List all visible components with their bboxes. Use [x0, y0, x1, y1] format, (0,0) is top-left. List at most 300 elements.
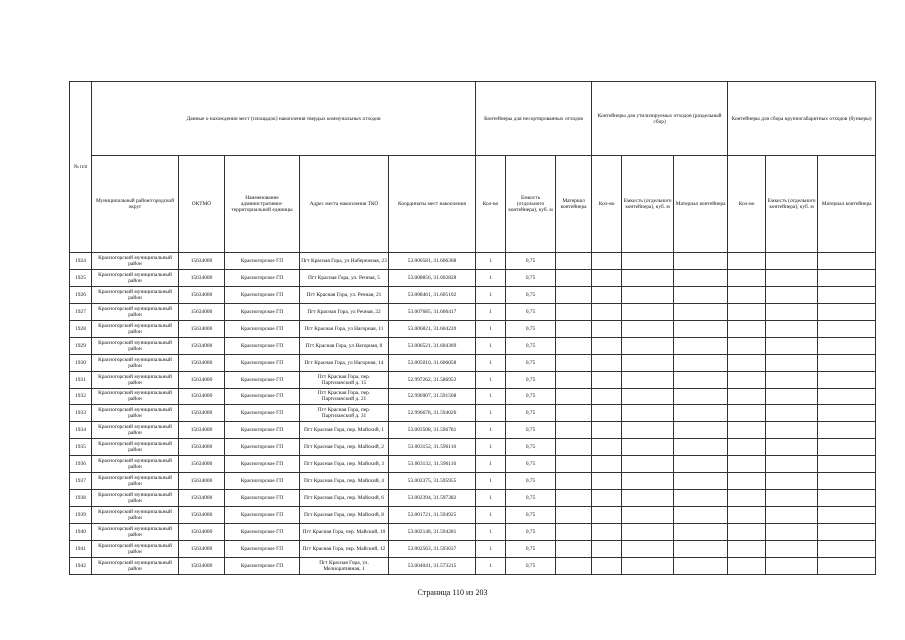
- cell-district: Красногорский муниципальный район: [92, 354, 179, 371]
- cell-empty: [766, 405, 818, 422]
- cell-empty: [766, 439, 818, 456]
- cell-count: 1: [476, 320, 506, 337]
- cell-count: 1: [476, 473, 506, 490]
- cell-unit: Красногорское ГП: [225, 422, 300, 439]
- cell-coords: 52.997262, 31.586953: [389, 371, 476, 388]
- cell-empty: [622, 422, 674, 439]
- cell-rownum: 1939: [70, 507, 92, 524]
- cell-district: Красногорский муниципальный район: [92, 286, 179, 303]
- cell-empty: [622, 320, 674, 337]
- cell-empty: [766, 422, 818, 439]
- cell-material: [556, 439, 592, 456]
- cell-coords: 53.003152, 31.596116: [389, 439, 476, 456]
- cell-empty: [766, 388, 818, 405]
- cell-count: 1: [476, 269, 506, 286]
- cell-capacity: 0,75: [506, 439, 556, 456]
- cell-address: Пгт Красная Гора, пер. Майский, 2: [300, 439, 389, 456]
- cell-unit: Красногорское ГП: [225, 524, 300, 541]
- cell-rownum: 1942: [70, 557, 92, 574]
- cell-empty: [592, 253, 622, 270]
- table-row: [70, 337, 876, 354]
- cell-capacity: 0,75: [506, 337, 556, 354]
- cell-material: [556, 253, 592, 270]
- cell-coords: 53.002394, 31.597382: [389, 490, 476, 507]
- cell-unit: Красногорское ГП: [225, 507, 300, 524]
- cell-material: [556, 269, 592, 286]
- cell-capacity: 0,75: [506, 422, 556, 439]
- cell-count: 1: [476, 253, 506, 270]
- header-group-bulky: Контейнеры для сбора крупногабаритных отходов (бункеры): [728, 82, 876, 156]
- cell-empty: [818, 354, 876, 371]
- cell-material: [556, 354, 592, 371]
- cell-empty: [728, 439, 766, 456]
- cell-capacity: 0,75: [506, 507, 556, 524]
- cell-coords: 53.001721, 31.594925: [389, 507, 476, 524]
- cell-address: Пгт Красная Гора, ул Речная, 22: [300, 303, 389, 320]
- cell-address: Пгт Красная Гора, пер. Майский, 4: [300, 473, 389, 490]
- cell-empty: [766, 371, 818, 388]
- cell-capacity: 0,75: [506, 371, 556, 388]
- cell-empty: [622, 473, 674, 490]
- cell-empty: [728, 422, 766, 439]
- cell-rownum: 1934: [70, 422, 92, 439]
- header-group-sorted: Контейнеры для утилизируемых отходов (раздельный сбор): [592, 82, 728, 156]
- cell-empty: [818, 422, 876, 439]
- cell-empty: [592, 557, 622, 574]
- table-body: [70, 253, 876, 575]
- cell-empty: [592, 456, 622, 473]
- cell-address: Пгт Красная Гора, ул. Речная, 21: [300, 286, 389, 303]
- table-row: [70, 540, 876, 557]
- cell-empty: [766, 473, 818, 490]
- cell-rownum: 1935: [70, 439, 92, 456]
- cell-empty: [818, 439, 876, 456]
- cell-material: [556, 422, 592, 439]
- cell-empty: [818, 320, 876, 337]
- cell-empty: [592, 269, 622, 286]
- cell-empty: [622, 456, 674, 473]
- cell-empty: [818, 490, 876, 507]
- cell-address: Пгт Красная Гора, ул Нагорная, 11: [300, 320, 389, 337]
- cell-empty: [674, 456, 728, 473]
- cell-address: Пгт Красная Гора, ул. Речная, 5: [300, 269, 389, 286]
- cell-empty: [674, 473, 728, 490]
- cell-empty: [622, 286, 674, 303]
- cell-rownum: 1937: [70, 473, 92, 490]
- cell-empty: [728, 490, 766, 507]
- table-row: [70, 557, 876, 574]
- cell-oktmo: 15634000: [179, 405, 225, 422]
- cell-empty: [674, 371, 728, 388]
- header-capacity: Емкость (отдельного контейнера), куб. м: [622, 156, 674, 253]
- cell-rownum: 1940: [70, 524, 92, 541]
- cell-capacity: 0,75: [506, 320, 556, 337]
- cell-empty: [766, 540, 818, 557]
- table-row: [70, 524, 876, 541]
- cell-empty: [622, 557, 674, 574]
- cell-empty: [622, 540, 674, 557]
- cell-district: Красногорский муниципальный район: [92, 524, 179, 541]
- cell-district: Красногорский муниципальный район: [92, 540, 179, 557]
- waste-sites-table: [69, 81, 876, 575]
- cell-empty: [592, 371, 622, 388]
- cell-count: 1: [476, 557, 506, 574]
- cell-material: [556, 490, 592, 507]
- cell-empty: [728, 456, 766, 473]
- cell-district: Красногорский муниципальный район: [92, 405, 179, 422]
- cell-empty: [674, 405, 728, 422]
- cell-empty: [622, 507, 674, 524]
- cell-empty: [818, 507, 876, 524]
- table-row: [70, 473, 876, 490]
- cell-empty: [674, 422, 728, 439]
- cell-district: Красногорский муниципальный район: [92, 507, 179, 524]
- cell-oktmo: 15634000: [179, 422, 225, 439]
- cell-district: Красногорский муниципальный район: [92, 337, 179, 354]
- cell-empty: [592, 303, 622, 320]
- cell-empty: [766, 557, 818, 574]
- cell-address: Пгт Красная Гора, пер. Майский, 8: [300, 507, 389, 524]
- cell-empty: [766, 524, 818, 541]
- cell-district: Красногорский муниципальный район: [92, 388, 179, 405]
- cell-oktmo: 15634000: [179, 557, 225, 574]
- cell-coords: 53.008856, 31.602828: [389, 269, 476, 286]
- cell-empty: [622, 303, 674, 320]
- cell-oktmo: 15634000: [179, 490, 225, 507]
- table-row: [70, 490, 876, 507]
- cell-material: [556, 540, 592, 557]
- cell-empty: [674, 286, 728, 303]
- cell-coords: 53.006521, 31.604369: [389, 337, 476, 354]
- cell-material: [556, 456, 592, 473]
- cell-empty: [766, 253, 818, 270]
- cell-oktmo: 15634000: [179, 524, 225, 541]
- cell-oktmo: 15634000: [179, 456, 225, 473]
- cell-empty: [592, 286, 622, 303]
- cell-empty: [622, 354, 674, 371]
- cell-coords: 53.003508, 31.596781: [389, 422, 476, 439]
- cell-oktmo: 15634000: [179, 439, 225, 456]
- cell-rownum: 1924: [70, 253, 92, 270]
- cell-empty: [674, 490, 728, 507]
- cell-unit: Красногорское ГП: [225, 388, 300, 405]
- cell-empty: [728, 320, 766, 337]
- cell-coords: 53.006821, 31.604220: [389, 320, 476, 337]
- cell-oktmo: 15634000: [179, 286, 225, 303]
- cell-empty: [728, 405, 766, 422]
- cell-address: Пгт Красная Гора, пер. Майский, 6: [300, 490, 389, 507]
- cell-empty: [674, 354, 728, 371]
- cell-unit: Красногорское ГП: [225, 253, 300, 270]
- table-row: [70, 320, 876, 337]
- cell-unit: Красногорское ГП: [225, 303, 300, 320]
- cell-unit: Красногорское ГП: [225, 286, 300, 303]
- cell-unit: Красногорское ГП: [225, 540, 300, 557]
- cell-capacity: 0,75: [506, 388, 556, 405]
- cell-empty: [592, 422, 622, 439]
- header-count: Кол-во: [592, 156, 622, 253]
- cell-rownum: 1936: [70, 456, 92, 473]
- cell-empty: [818, 388, 876, 405]
- cell-empty: [674, 557, 728, 574]
- cell-unit: Красногорское ГП: [225, 337, 300, 354]
- cell-empty: [818, 269, 876, 286]
- cell-capacity: 0,75: [506, 269, 556, 286]
- cell-empty: [766, 456, 818, 473]
- cell-empty: [766, 320, 818, 337]
- table-row: [70, 388, 876, 405]
- cell-capacity: 0,75: [506, 557, 556, 574]
- cell-empty: [728, 303, 766, 320]
- cell-material: [556, 286, 592, 303]
- cell-rownum: 1929: [70, 337, 92, 354]
- cell-empty: [728, 371, 766, 388]
- cell-coords: 53.003132, 31.596116: [389, 456, 476, 473]
- cell-oktmo: 15634000: [179, 388, 225, 405]
- cell-count: 1: [476, 490, 506, 507]
- cell-rownum: 1938: [70, 490, 92, 507]
- cell-empty: [818, 337, 876, 354]
- cell-material: [556, 337, 592, 354]
- header-material: Материал контейнера: [818, 156, 876, 253]
- cell-oktmo: 15634000: [179, 269, 225, 286]
- table-row: [70, 456, 876, 473]
- cell-rownum: 1932: [70, 388, 92, 405]
- cell-coords: 53.008461, 31.605102: [389, 286, 476, 303]
- header-capacity: Емкость (отдельного контейнера), куб. м: [766, 156, 818, 253]
- header-coords: Координаты мест накопления: [389, 156, 476, 253]
- cell-rownum: 1931: [70, 371, 92, 388]
- table-row: [70, 286, 876, 303]
- cell-empty: [674, 337, 728, 354]
- cell-empty: [818, 303, 876, 320]
- cell-unit: Красногорское ГП: [225, 490, 300, 507]
- cell-district: Красногорский муниципальный район: [92, 320, 179, 337]
- table-row: [70, 253, 876, 270]
- cell-address: Пгт Красная Гора, пер. Майский, 10: [300, 524, 389, 541]
- cell-empty: [592, 354, 622, 371]
- cell-capacity: 0,75: [506, 524, 556, 541]
- cell-material: [556, 303, 592, 320]
- cell-empty: [818, 557, 876, 574]
- cell-empty: [592, 473, 622, 490]
- cell-empty: [766, 490, 818, 507]
- cell-empty: [766, 354, 818, 371]
- cell-empty: [766, 286, 818, 303]
- cell-count: 1: [476, 303, 506, 320]
- cell-address: Пгт Красная Гора, пер. Майский, 3: [300, 456, 389, 473]
- cell-district: Красногорский муниципальный район: [92, 490, 179, 507]
- cell-district: Красногорский муниципальный район: [92, 439, 179, 456]
- cell-rownum: 1941: [70, 540, 92, 557]
- cell-coords: 53.002563, 31.593637: [389, 540, 476, 557]
- cell-empty: [818, 540, 876, 557]
- cell-empty: [674, 303, 728, 320]
- cell-unit: Красногорское ГП: [225, 456, 300, 473]
- page-number: Страница 110 из 203: [417, 588, 488, 597]
- cell-empty: [728, 524, 766, 541]
- cell-empty: [818, 456, 876, 473]
- cell-rownum: 1930: [70, 354, 92, 371]
- cell-empty: [728, 269, 766, 286]
- cell-empty: [818, 405, 876, 422]
- cell-unit: Красногорское ГП: [225, 473, 300, 490]
- cell-count: 1: [476, 507, 506, 524]
- cell-empty: [728, 253, 766, 270]
- cell-address: Пгт Красная Гора, пер. Майский, 12: [300, 540, 389, 557]
- cell-coords: 53.005010, 31.606058: [389, 354, 476, 371]
- cell-coords: 52.996678, 31.594026: [389, 405, 476, 422]
- cell-oktmo: 15634000: [179, 540, 225, 557]
- cell-address: Пгт Красная Гора, ул. Мелиоративная, 1: [300, 557, 389, 574]
- cell-empty: [592, 388, 622, 405]
- cell-empty: [592, 320, 622, 337]
- cell-capacity: 0,75: [506, 303, 556, 320]
- cell-rownum: 1927: [70, 303, 92, 320]
- header-count: Кол-во: [728, 156, 766, 253]
- table-row: [70, 439, 876, 456]
- header-material: Материал контейнера: [674, 156, 728, 253]
- cell-empty: [728, 388, 766, 405]
- cell-unit: Красногорское ГП: [225, 439, 300, 456]
- cell-address: Пгт Красная Гора, ул Нагорная, 8: [300, 337, 389, 354]
- cell-empty: [728, 337, 766, 354]
- cell-oktmo: 15634000: [179, 371, 225, 388]
- cell-material: [556, 320, 592, 337]
- cell-count: 1: [476, 337, 506, 354]
- cell-empty: [592, 507, 622, 524]
- cell-material: [556, 557, 592, 574]
- header-group-location: Данные о нахождении мест (площадок) накопления твердых коммунальных отходов: [92, 82, 476, 156]
- cell-empty: [592, 490, 622, 507]
- table-row: [70, 269, 876, 286]
- cell-capacity: 0,75: [506, 490, 556, 507]
- cell-material: [556, 371, 592, 388]
- table-row: [70, 422, 876, 439]
- cell-rownum: 1925: [70, 269, 92, 286]
- header-rownum: № п/п: [70, 82, 92, 253]
- header-address: Адрес места накопления ТКО: [300, 156, 389, 253]
- cell-capacity: 0,75: [506, 473, 556, 490]
- cell-coords: 53.006581, 31.606368: [389, 253, 476, 270]
- cell-district: Красногорский муниципальный район: [92, 456, 179, 473]
- cell-unit: Красногорское ГП: [225, 371, 300, 388]
- cell-empty: [592, 540, 622, 557]
- cell-unit: Красногорское ГП: [225, 405, 300, 422]
- cell-capacity: 0,75: [506, 405, 556, 422]
- cell-oktmo: 15634000: [179, 303, 225, 320]
- table-row: [70, 303, 876, 320]
- cell-district: Красногорский муниципальный район: [92, 473, 179, 490]
- cell-empty: [728, 286, 766, 303]
- cell-coords: 53.002375, 31.595955: [389, 473, 476, 490]
- cell-rownum: 1926: [70, 286, 92, 303]
- cell-capacity: 0,75: [506, 540, 556, 557]
- cell-empty: [622, 371, 674, 388]
- cell-empty: [674, 524, 728, 541]
- cell-coords: 52.996907, 31.591508: [389, 388, 476, 405]
- cell-rownum: 1928: [70, 320, 92, 337]
- header-group-unsorted: Контейнеры для несортированных отходов: [476, 82, 592, 156]
- cell-empty: [674, 320, 728, 337]
- cell-count: 1: [476, 405, 506, 422]
- cell-empty: [592, 439, 622, 456]
- cell-empty: [622, 269, 674, 286]
- cell-empty: [728, 507, 766, 524]
- cell-material: [556, 405, 592, 422]
- cell-count: 1: [476, 371, 506, 388]
- table-row: [70, 507, 876, 524]
- cell-empty: [622, 337, 674, 354]
- cell-empty: [728, 354, 766, 371]
- cell-address: Пгт Красная Гора, пер. Партизанский д. 31: [300, 405, 389, 422]
- header-unit: Наименование административно-территориальной единицы: [225, 156, 300, 253]
- cell-count: 1: [476, 439, 506, 456]
- cell-empty: [592, 405, 622, 422]
- cell-empty: [622, 439, 674, 456]
- cell-count: 1: [476, 388, 506, 405]
- cell-address: Пгт Красная Гора, пер. Партизанский д. 15: [300, 371, 389, 388]
- cell-empty: [674, 388, 728, 405]
- cell-empty: [766, 507, 818, 524]
- cell-district: Красногорский муниципальный район: [92, 253, 179, 270]
- cell-empty: [674, 507, 728, 524]
- cell-empty: [592, 524, 622, 541]
- table-row: [70, 371, 876, 388]
- cell-empty: [818, 253, 876, 270]
- cell-capacity: 0,75: [506, 354, 556, 371]
- cell-district: Красногорский муниципальный район: [92, 269, 179, 286]
- cell-oktmo: 15634000: [179, 507, 225, 524]
- cell-empty: [766, 303, 818, 320]
- cell-empty: [674, 439, 728, 456]
- cell-oktmo: 15634000: [179, 354, 225, 371]
- cell-count: 1: [476, 354, 506, 371]
- cell-address: Пгт Красная Гора, ул Набережная, 23: [300, 253, 389, 270]
- cell-oktmo: 15634000: [179, 320, 225, 337]
- cell-address: Пгт Красная Гора, пер. Партизанский д. 21: [300, 388, 389, 405]
- cell-empty: [728, 540, 766, 557]
- cell-oktmo: 15634000: [179, 473, 225, 490]
- header-capacity: Емкость (отдельного контейнера), куб. м: [506, 156, 556, 253]
- cell-district: Красногорский муниципальный район: [92, 557, 179, 574]
- cell-district: Красногорский муниципальный район: [92, 422, 179, 439]
- cell-unit: Красногорское ГП: [225, 269, 300, 286]
- cell-empty: [592, 337, 622, 354]
- cell-count: 1: [476, 540, 506, 557]
- cell-empty: [622, 490, 674, 507]
- cell-coords: 53.004041, 31.573215: [389, 557, 476, 574]
- cell-count: 1: [476, 456, 506, 473]
- cell-material: [556, 524, 592, 541]
- cell-material: [556, 473, 592, 490]
- cell-district: Красногорский муниципальный район: [92, 371, 179, 388]
- cell-empty: [622, 253, 674, 270]
- cell-empty: [622, 405, 674, 422]
- header-oktmo: ОКТМО: [179, 156, 225, 253]
- cell-empty: [766, 269, 818, 286]
- cell-coords: 53.002148, 31.594281: [389, 524, 476, 541]
- cell-count: 1: [476, 422, 506, 439]
- cell-capacity: 0,75: [506, 456, 556, 473]
- cell-empty: [622, 388, 674, 405]
- cell-oktmo: 15634000: [179, 337, 225, 354]
- header-count: Кол-во: [476, 156, 506, 253]
- cell-capacity: 0,75: [506, 253, 556, 270]
- header-material: Материал контейнера: [556, 156, 592, 253]
- cell-empty: [728, 557, 766, 574]
- cell-empty: [674, 540, 728, 557]
